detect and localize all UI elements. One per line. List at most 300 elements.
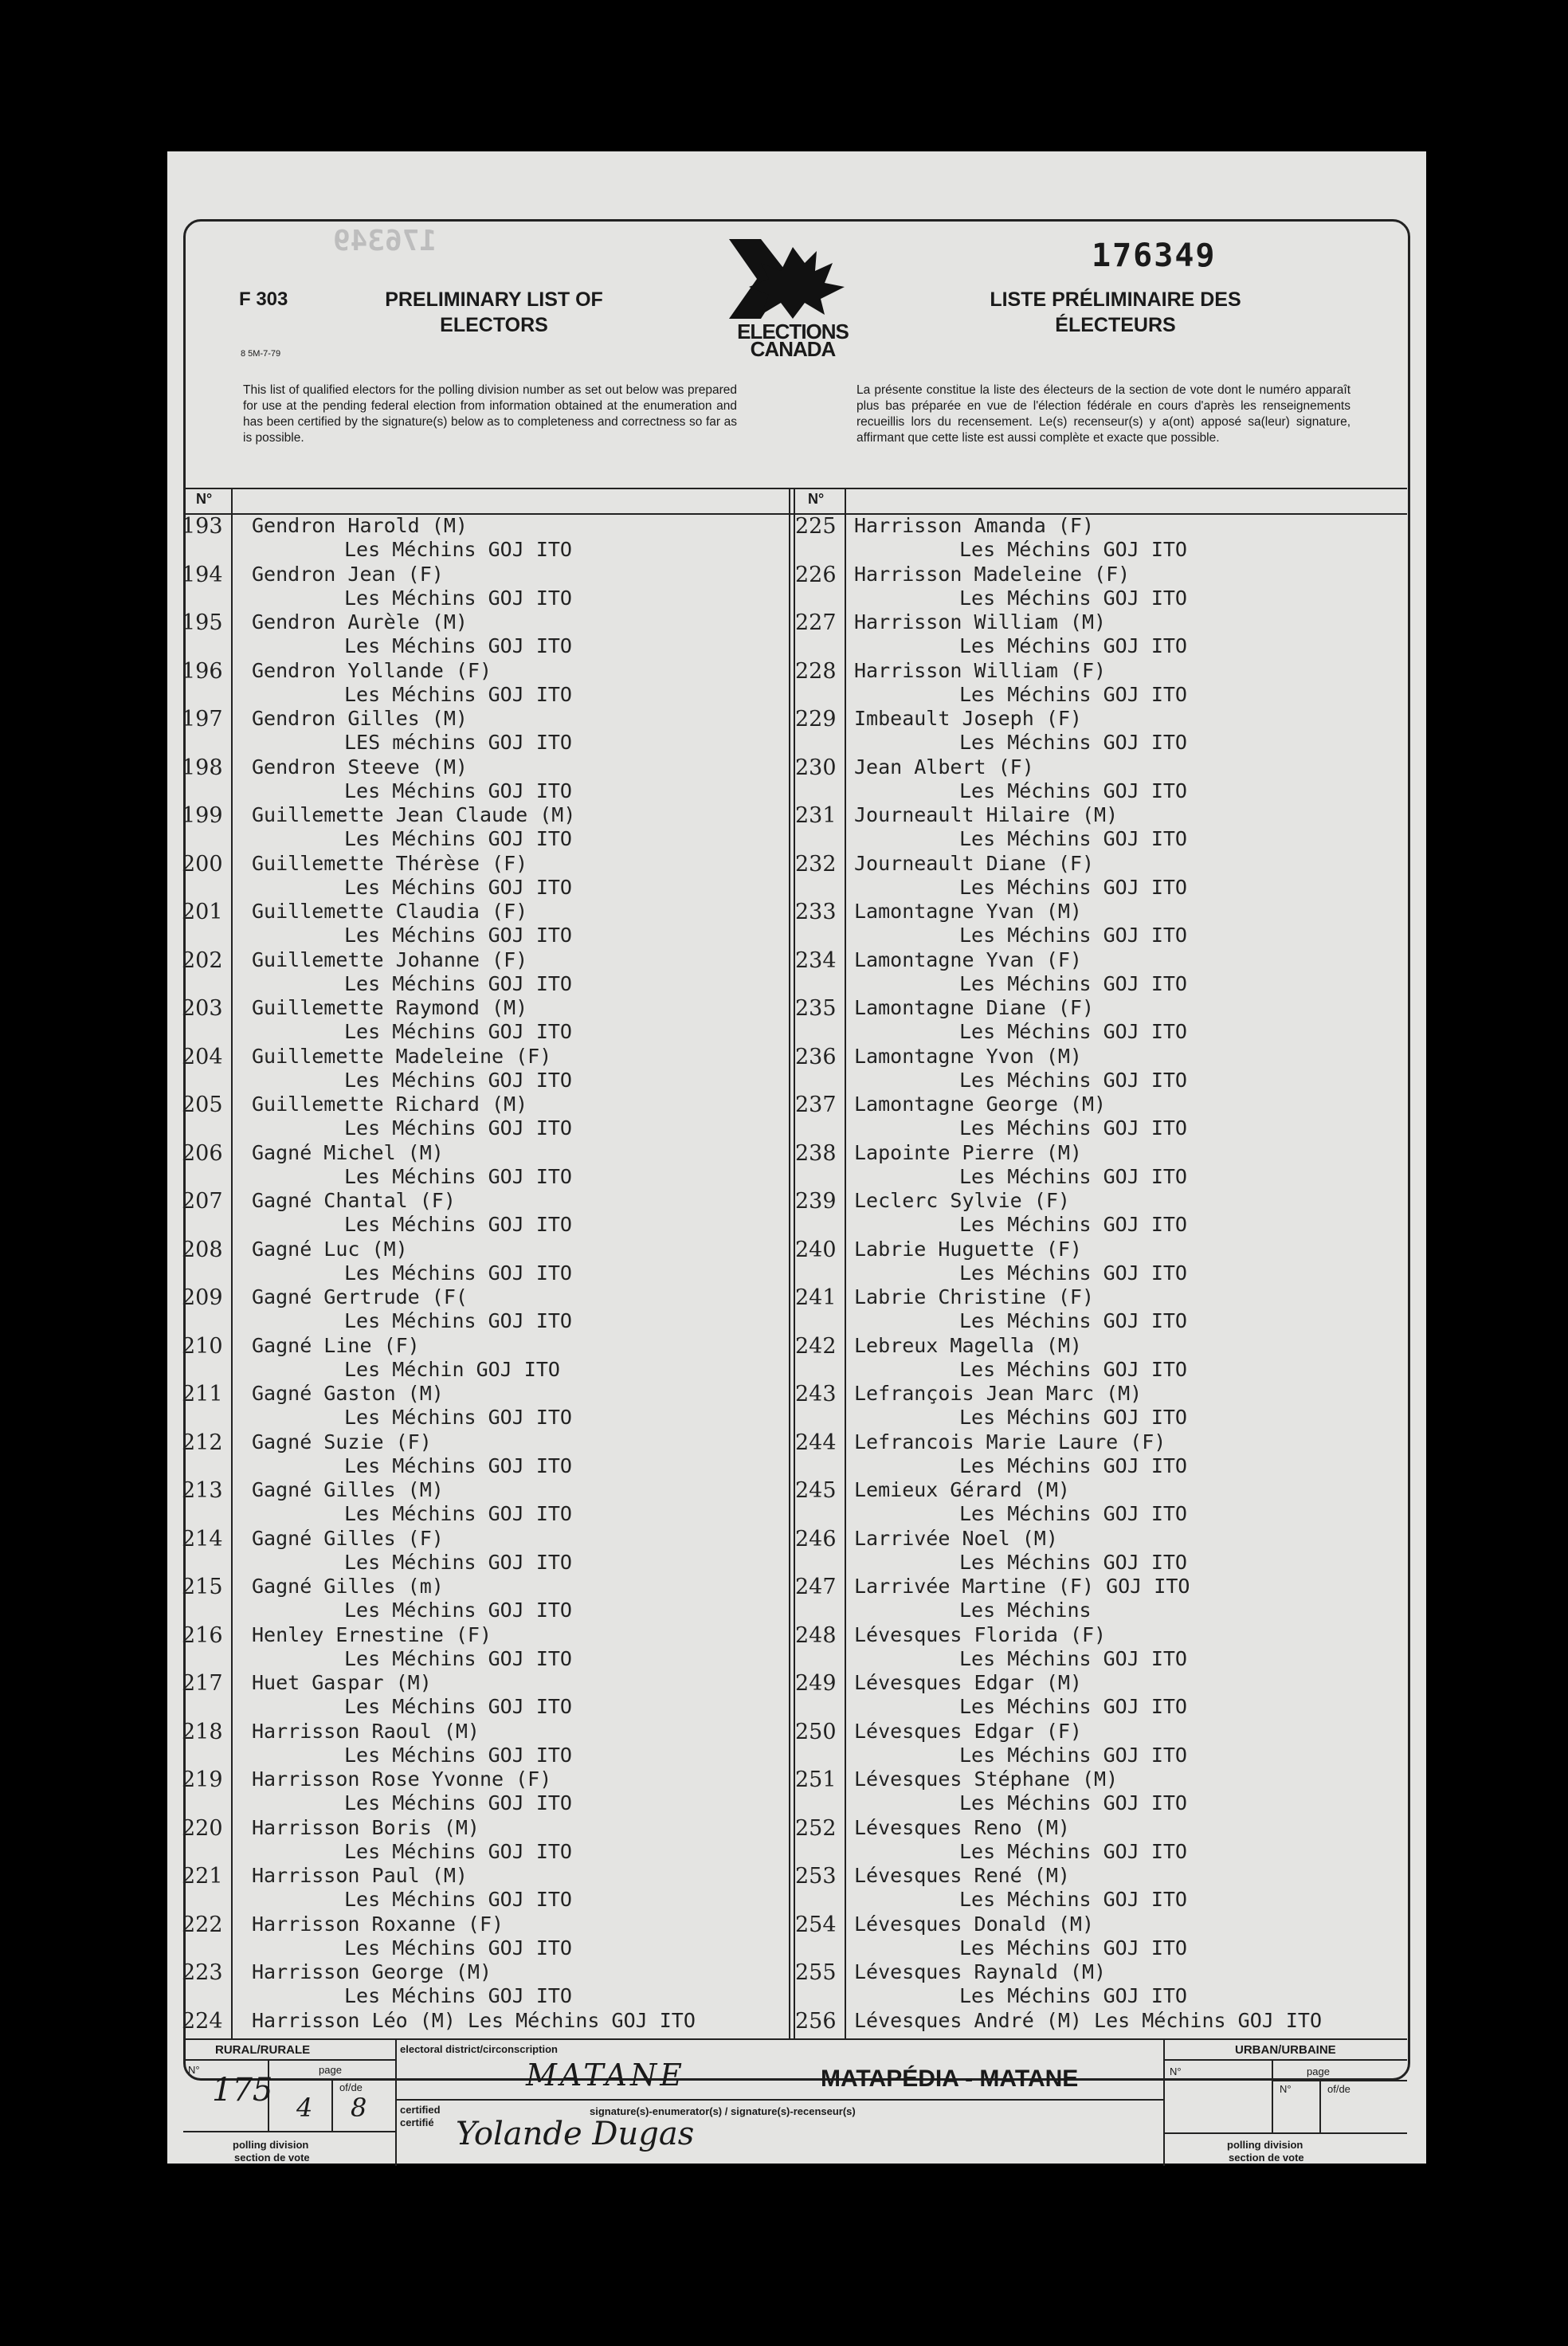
elector-name: Guillemette Johanne (F)	[252, 947, 528, 971]
elector-name: Lefrancois Marie Laure (F)	[854, 1430, 1166, 1454]
elector-number: 199	[182, 803, 223, 828]
elector-row	[795, 1141, 1405, 1190]
polling-division-label-fr: section de vote	[234, 2152, 310, 2164]
elector-number: 196	[182, 658, 223, 684]
elector-name: Journeault Diane (F)	[854, 851, 1095, 875]
elector-row	[182, 900, 787, 948]
urban-polling-label-en: polling division	[1227, 2139, 1303, 2151]
elector-name: Lévesques René (M)	[854, 1864, 1070, 1887]
urban-of-label: of/de	[1327, 2083, 1350, 2095]
elector-number: 242	[795, 1333, 837, 1359]
urban-no-label: N°	[1170, 2066, 1182, 2077]
elector-number: 220	[182, 1815, 223, 1841]
district-label: electoral district/circonscription	[400, 2043, 558, 2055]
elector-name: Gagné Gaston (M)	[252, 1382, 444, 1405]
elector-address: Les Méchins GOJ ITO	[344, 1502, 572, 1525]
elector-address: Les Méchin GOJ ITO	[344, 1357, 560, 1381]
rural-label: RURAL/RURALE	[215, 2043, 311, 2057]
elector-row	[182, 1720, 787, 1768]
elector-row	[182, 1478, 787, 1527]
elector-number: 234	[795, 947, 837, 973]
left-elector-list	[182, 514, 787, 2057]
elector-row	[182, 1767, 787, 1816]
elector-address: Les Méchins GOJ ITO	[344, 875, 572, 899]
elector-name: Gagné Michel (M)	[252, 1140, 444, 1164]
elector-address: Les Méchins GOJ ITO	[344, 827, 572, 850]
elector-address: Les Méchins GOJ ITO	[959, 1502, 1187, 1525]
elector-number: 236	[795, 1044, 837, 1069]
elector-name: Guillemette Thérèse (F)	[252, 851, 528, 875]
elector-name: Leclerc Sylvie (F)	[854, 1189, 1070, 1212]
elector-name: Labrie Huguette (F)	[854, 1237, 1082, 1261]
rural-of-rule	[331, 2078, 333, 2131]
elector-address: Les Méchins GOJ ITO	[344, 1406, 572, 1429]
rural-no-label: N°	[188, 2064, 200, 2076]
elector-row	[182, 948, 787, 997]
elector-address: Les Méchins GOJ ITO	[959, 634, 1187, 657]
elector-number: 231	[795, 803, 837, 828]
elector-number: 221	[182, 1864, 223, 1889]
elector-row	[182, 707, 787, 755]
elector-number: 238	[795, 1140, 837, 1166]
elector-address: Les Méchins GOJ ITO	[959, 875, 1187, 899]
urban-left-rule	[1163, 2038, 1165, 2166]
elector-name: Harrisson William (F)	[854, 658, 1107, 682]
elector-number: 245	[795, 1478, 837, 1503]
elector-row	[795, 1527, 1405, 1575]
elector-address: Les Méchins GOJ ITO	[344, 1213, 572, 1236]
elector-row	[182, 1864, 787, 1912]
elector-row	[795, 1238, 1405, 1286]
elector-number: 227	[795, 610, 837, 635]
logo-text-line1: ELECTIONS	[737, 320, 849, 343]
elector-row	[795, 1671, 1405, 1720]
elector-number: 244	[795, 1430, 837, 1455]
elector-number: 250	[795, 1719, 837, 1744]
elector-name: Lefrançois Jean Marc (M)	[854, 1382, 1143, 1405]
title-french-line1: LISTE PRÉLIMINAIRE DES	[990, 288, 1241, 311]
elector-number: 210	[182, 1333, 223, 1359]
district-name: MATAPÉDIA - MATANE	[821, 2066, 1079, 2092]
elector-name: Lapointe Pierre (M)	[854, 1140, 1082, 1164]
elector-number: 251	[795, 1767, 837, 1792]
certified-label-en: certified	[400, 2104, 441, 2116]
elector-name: Gagné Gilles (F)	[252, 1526, 444, 1550]
elector-number: 204	[182, 1044, 223, 1069]
elector-row	[182, 1093, 787, 1141]
elector-number: 207	[182, 1189, 223, 1214]
elector-address: Les Méchins GOJ ITO	[959, 971, 1187, 995]
elector-address: Les Méchins GOJ ITO	[959, 1646, 1187, 1670]
elector-name: Lamontagne Yvon (M)	[854, 1044, 1082, 1068]
elector-row	[795, 1285, 1405, 1334]
elector-number: 218	[182, 1719, 223, 1744]
elector-address: Les Méchins GOJ ITO	[959, 682, 1187, 706]
rural-rule	[183, 2059, 395, 2061]
elector-row	[795, 1864, 1405, 1912]
elector-name: Lévesques Edgar (M)	[854, 1671, 1082, 1694]
elector-number: 240	[795, 1237, 837, 1262]
elector-row	[795, 1430, 1405, 1479]
elector-name: Gendron Gilles (M)	[252, 707, 468, 730]
elector-row	[182, 1816, 787, 1865]
elector-address: Les Méchins GOJ ITO	[959, 1888, 1187, 1911]
elector-name: Harrisson Madeleine (F)	[854, 562, 1131, 586]
elector-row	[182, 1671, 787, 1720]
elector-name: Guillemette Madeleine (F)	[252, 1044, 552, 1068]
elector-row	[182, 1575, 787, 1623]
elector-row	[182, 1960, 787, 2009]
rural-bottom-rule	[183, 2131, 395, 2132]
elector-name: Jean Albert (F)	[854, 755, 1034, 779]
elector-number: 222	[182, 1912, 223, 1937]
elector-address: Les Méchins GOJ ITO	[959, 1213, 1187, 1236]
elector-row	[795, 948, 1405, 997]
elector-address: Les Méchins GOJ ITO	[959, 1454, 1187, 1477]
elector-name: Harrisson Léo (M) Les Méchins GOJ ITO	[252, 2008, 696, 2032]
page-number: 4	[296, 2093, 313, 2123]
elector-address: Les Méchins GOJ ITO	[344, 1839, 572, 1863]
elector-row	[795, 1478, 1405, 1527]
elector-name: Journeault Hilaire (M)	[854, 803, 1119, 826]
elector-number: 229	[795, 707, 837, 732]
polling-division-label-en: polling division	[233, 2139, 309, 2151]
elector-number: 203	[182, 996, 223, 1021]
elector-address: Les Méchins GOJ ITO	[344, 682, 572, 706]
elector-name: Harrisson William (M)	[854, 610, 1107, 634]
elector-number: 233	[795, 900, 837, 924]
elector-row	[182, 1912, 787, 1961]
elector-address: Les Méchins GOJ ITO	[344, 779, 572, 802]
elector-number: 253	[795, 1864, 837, 1889]
elector-address: Les Méchins GOJ ITO	[344, 1020, 572, 1043]
elector-number: 197	[182, 707, 223, 732]
elector-number: 200	[182, 851, 223, 877]
elector-row	[795, 1189, 1405, 1238]
elector-name: Imbeault Joseph (F)	[854, 707, 1082, 730]
elector-row	[795, 707, 1405, 755]
elector-address: Les Méchins GOJ ITO	[344, 1695, 572, 1718]
elector-address: Les Méchins GOJ ITO	[959, 1116, 1187, 1140]
elector-row	[795, 1720, 1405, 1768]
signature-label: signature(s)-enumerator(s) / signature(s)-recenseur(s)	[590, 2105, 856, 2117]
elector-number: 219	[182, 1767, 223, 1792]
elector-name: Harrisson Amanda (F)	[854, 514, 1095, 537]
urban-page-label: page	[1307, 2066, 1330, 2077]
elector-name: Labrie Christine (F)	[854, 1285, 1095, 1308]
elector-address: Les Méchins GOJ ITO	[959, 731, 1187, 754]
elector-number: 243	[795, 1382, 837, 1406]
elector-address: Les Méchins GOJ ITO	[959, 1695, 1187, 1718]
elector-name: Harrisson Raoul (M)	[252, 1719, 480, 1743]
elector-row	[795, 1382, 1405, 1430]
elector-row	[795, 1334, 1405, 1383]
elector-name: Lévesques Donald (M)	[854, 1912, 1095, 1936]
elector-address: Les Méchins GOJ ITO	[344, 1309, 572, 1332]
elector-address: Les Méchins GOJ ITO	[959, 586, 1187, 610]
elector-address: Les Méchins GOJ ITO	[344, 1550, 572, 1574]
elector-address: Les Méchins GOJ ITO	[344, 971, 572, 995]
elector-number: 255	[795, 1960, 837, 1985]
elector-name: Lévesques Edgar (F)	[854, 1719, 1082, 1743]
rural-page-label: page	[319, 2064, 342, 2076]
urban-no-rule	[1272, 2059, 1273, 2132]
elector-number: 226	[795, 562, 837, 587]
elector-number: 213	[182, 1478, 223, 1503]
right-elector-list	[795, 514, 1405, 2057]
urban-page-rule	[1272, 2080, 1407, 2081]
elector-number: 217	[182, 1671, 223, 1696]
elector-number: 252	[795, 1815, 837, 1841]
elector-number: 208	[182, 1237, 223, 1262]
elector-address: Les Méchins GOJ ITO	[344, 1646, 572, 1670]
elector-row	[795, 1767, 1405, 1816]
elector-name: Harrisson Boris (M)	[252, 1815, 480, 1839]
urban-rule	[1163, 2059, 1407, 2061]
elector-number: 256	[795, 2008, 837, 2034]
elector-number: 198	[182, 755, 223, 780]
serial-number: 176349	[1092, 237, 1217, 274]
table-top-rule	[183, 488, 1407, 489]
elector-number: 205	[182, 1093, 223, 1117]
enumerator-signature: Yolande Dugas	[456, 2116, 695, 2152]
elections-canada-logo	[713, 239, 872, 359]
elector-name: Lebreux Magella (M)	[854, 1333, 1082, 1357]
urban-no2-label: N°	[1280, 2083, 1292, 2095]
intro-french: La présente constitue la liste des électeurs de la section de vote dont le numéro apparaît plus bas préparée en vue de l'élection fédérale en cours d'après les renseignements recueillis lors du recensement. Le(s) recenseur(s) y a(ont) apposé sa(leur) signature, affirmant que cette liste est aussi complète et exacte que possible.	[857, 383, 1350, 445]
elector-address: Les Méchins GOJ ITO	[959, 1550, 1187, 1574]
elector-number: 214	[182, 1526, 223, 1552]
elector-address: Les Méchins GOJ ITO	[344, 1599, 572, 1622]
elector-address: Les Méchins GOJ ITO	[344, 1743, 572, 1767]
elector-name: Guillemette Raymond (M)	[252, 996, 528, 1019]
elector-row	[795, 852, 1405, 900]
elector-name: Gagné Luc (M)	[252, 1237, 408, 1261]
elector-row	[795, 996, 1405, 1045]
elector-row	[182, 1189, 787, 1238]
elector-number: 211	[182, 1382, 223, 1406]
elector-row	[795, 610, 1405, 659]
elector-row	[182, 996, 787, 1045]
elector-name: Larrivée Noel (M)	[854, 1526, 1058, 1550]
elector-name: Lamontagne Yvan (M)	[854, 900, 1082, 923]
district-handwritten: MATANE	[526, 2058, 685, 2093]
elector-number: 195	[182, 610, 223, 635]
urban-label: URBAN/URBAINE	[1235, 2043, 1336, 2057]
elector-address: Les Méchins GOJ ITO	[959, 1839, 1187, 1863]
elector-name: Guillemette Richard (M)	[252, 1093, 528, 1116]
elector-number: 235	[795, 996, 837, 1021]
elector-number: 254	[795, 1912, 837, 1937]
elector-row	[182, 610, 787, 659]
elector-number: 228	[795, 658, 837, 684]
polling-division-number: 175	[212, 2072, 273, 2109]
elector-address: Les Méchins GOJ ITO	[959, 1164, 1187, 1188]
elector-row	[795, 1816, 1405, 1865]
elector-name: Huet Gaspar (M)	[252, 1671, 432, 1694]
elector-row	[182, 1527, 787, 1575]
district-bottom-rule	[395, 2099, 1163, 2101]
elector-row	[182, 514, 787, 563]
title-english	[351, 287, 637, 338]
elector-row	[182, 1238, 787, 1286]
urban-bottom-rule	[1163, 2132, 1407, 2134]
urban-of-rule	[1319, 2080, 1321, 2132]
elector-name: Lévesques Stéphane (M)	[854, 1767, 1119, 1791]
elector-row	[182, 1382, 787, 1430]
elector-name: Guillemette Jean Claude (M)	[252, 803, 576, 826]
elector-name: Lévesques Florida (F)	[854, 1622, 1107, 1646]
elector-row	[795, 1093, 1405, 1141]
elector-number: 225	[795, 514, 837, 539]
elector-row	[795, 755, 1405, 804]
elector-address: Les Méchins GOJ ITO	[344, 586, 572, 610]
elector-number: 224	[182, 2008, 223, 2034]
elector-address: Les Méchins GOJ ITO	[344, 1068, 572, 1092]
elector-name: Harrisson Roxanne (F)	[252, 1912, 504, 1936]
elector-address: Les Méchins GOJ ITO	[344, 1116, 572, 1140]
title-english-line1: PRELIMINARY LIST OF	[385, 288, 603, 311]
title-french	[940, 287, 1291, 338]
elector-name: Harrisson Rose Yvonne (F)	[252, 1767, 552, 1791]
elector-address: Les Méchins GOJ ITO	[959, 1743, 1187, 1767]
elector-address: Les Méchins GOJ ITO	[959, 779, 1187, 802]
elector-number: 194	[182, 562, 223, 587]
elector-number: 241	[795, 1285, 837, 1310]
ghost-serial-number: 176349	[333, 225, 437, 257]
elector-number: 246	[795, 1526, 837, 1552]
elector-number: 193	[182, 514, 223, 539]
elector-number: 202	[182, 947, 223, 973]
form-number: F 303	[239, 288, 288, 310]
elector-number: 230	[795, 755, 837, 780]
elector-address: Les Méchins GOJ ITO	[959, 1309, 1187, 1332]
elector-address: Les Méchins GOJ ITO	[344, 1888, 572, 1911]
elector-name: Larrivée Martine (F) GOJ ITO	[854, 1575, 1190, 1598]
elector-address: Les Méchins GOJ ITO	[959, 1068, 1187, 1092]
elector-number: 249	[795, 1671, 837, 1696]
elector-address: Les Méchins GOJ ITO	[959, 1791, 1187, 1814]
rural-of-label: of/de	[339, 2081, 363, 2093]
elector-row	[795, 563, 1405, 611]
elector-number: 237	[795, 1093, 837, 1117]
elector-address: Les Méchins GOJ ITO	[344, 1936, 572, 1960]
elector-name: Gendron Harold (M)	[252, 514, 468, 537]
elector-row	[182, 1045, 787, 1093]
elector-row	[795, 514, 1405, 563]
elector-row	[182, 1623, 787, 1672]
elector-address: Les Méchins GOJ ITO	[959, 1406, 1187, 1429]
elector-name: Gagné Gilles (M)	[252, 1478, 444, 1501]
elector-row	[182, 852, 787, 900]
elector-name: Lemieux Gérard (M)	[854, 1478, 1070, 1501]
elector-name: Gagné Gilles (m)	[252, 1575, 444, 1598]
elector-number: 201	[182, 900, 223, 924]
elector-name: Henley Ernestine (F)	[252, 1622, 492, 1646]
elector-row	[182, 659, 787, 708]
elector-number: 239	[795, 1189, 837, 1214]
elector-row	[182, 1430, 787, 1479]
rural-right-rule	[395, 2038, 397, 2166]
elector-row	[182, 755, 787, 804]
elector-name: Gagné Gertrude (F(	[252, 1285, 468, 1308]
intro-english: This list of qualified electors for the polling division number as set out below was prepared for use at the pending federal election from information obtained at the enumeration and has been certified by the signature(s) below as to completeness and correctness so far as is possible.	[243, 383, 737, 445]
column-number-right: N°	[808, 491, 825, 507]
elector-address: Les Méchins GOJ ITO	[344, 924, 572, 947]
elector-number: 215	[182, 1575, 223, 1599]
footer-top-rule	[183, 2038, 1407, 2040]
elector-number: 248	[795, 1622, 837, 1648]
elector-name: Lévesques Reno (M)	[854, 1815, 1070, 1839]
title-english-line2: ELECTORS	[440, 314, 548, 336]
elector-number: 247	[795, 1575, 837, 1599]
elector-row	[182, 803, 787, 852]
elector-name: Gagné Chantal (F)	[252, 1189, 456, 1212]
elector-address: Les Méchins GOJ ITO	[344, 1261, 572, 1285]
elector-number: 232	[795, 851, 837, 877]
elector-number: 212	[182, 1430, 223, 1455]
elector-address: Les Méchins GOJ ITO	[344, 1454, 572, 1477]
elector-name: Lévesques Raynald (M)	[854, 1960, 1107, 1983]
elector-address: Les Méchins GOJ ITO	[344, 1984, 572, 2007]
elector-address: Les Méchins GOJ ITO	[344, 1791, 572, 1814]
elector-row	[795, 1912, 1405, 1961]
elector-row	[795, 1960, 1405, 2009]
elector-address: Les Méchins GOJ ITO	[959, 827, 1187, 850]
elector-address: Les Méchins GOJ ITO	[959, 1020, 1187, 1043]
elector-name: Lévesques André (M) Les Méchins GOJ ITO	[854, 2008, 1322, 2032]
elector-address: Les Méchins GOJ ITO	[959, 1357, 1187, 1381]
elector-address: Les Méchins GOJ ITO	[344, 1164, 572, 1188]
elector-name: Gendron Steeve (M)	[252, 755, 468, 779]
elector-row	[182, 563, 787, 611]
elector-number: 206	[182, 1140, 223, 1166]
elector-name: Gendron Aurèle (M)	[252, 610, 468, 634]
elector-name: Harrisson Paul (M)	[252, 1864, 468, 1887]
column-number-left: N°	[196, 491, 213, 507]
form-code: 8 5M-7-79	[241, 349, 281, 359]
elector-row	[182, 1285, 787, 1334]
elector-address: Les Méchins GOJ ITO	[959, 1261, 1187, 1285]
elector-address: Les Méchins GOJ ITO	[959, 924, 1187, 947]
urban-polling-label-fr: section de vote	[1229, 2152, 1304, 2164]
elector-row	[182, 1334, 787, 1383]
elector-address: Les Méchins GOJ ITO	[344, 538, 572, 561]
elector-address: Les Méchins GOJ ITO	[959, 1936, 1187, 1960]
elector-name: Gendron Jean (F)	[252, 562, 444, 586]
elector-row	[795, 803, 1405, 852]
elector-name: Gagné Line (F)	[252, 1333, 420, 1357]
certified-label-fr: certifié	[400, 2116, 434, 2128]
elector-address: LES méchins GOJ ITO	[344, 731, 572, 754]
logo-text-line2: CANADA	[750, 337, 836, 361]
center-column-rule-a	[789, 488, 790, 2038]
elector-number: 223	[182, 1960, 223, 1985]
elector-row	[182, 1141, 787, 1190]
page-total: 8	[351, 2093, 367, 2123]
elector-row	[795, 1623, 1405, 1672]
elector-name: Lamontagne Diane (F)	[854, 996, 1095, 1019]
elector-address: Les Méchins GOJ ITO	[959, 1984, 1187, 2007]
elector-name: Lamontagne Yvan (F)	[854, 947, 1082, 971]
elector-row	[795, 1575, 1405, 1623]
elector-row	[795, 1045, 1405, 1093]
elector-name: Gagné Suzie (F)	[252, 1430, 432, 1454]
logo-x-maple-icon	[713, 239, 872, 319]
elector-row	[795, 659, 1405, 708]
elector-number: 209	[182, 1285, 223, 1310]
elector-name: Guillemette Claudia (F)	[252, 900, 528, 923]
